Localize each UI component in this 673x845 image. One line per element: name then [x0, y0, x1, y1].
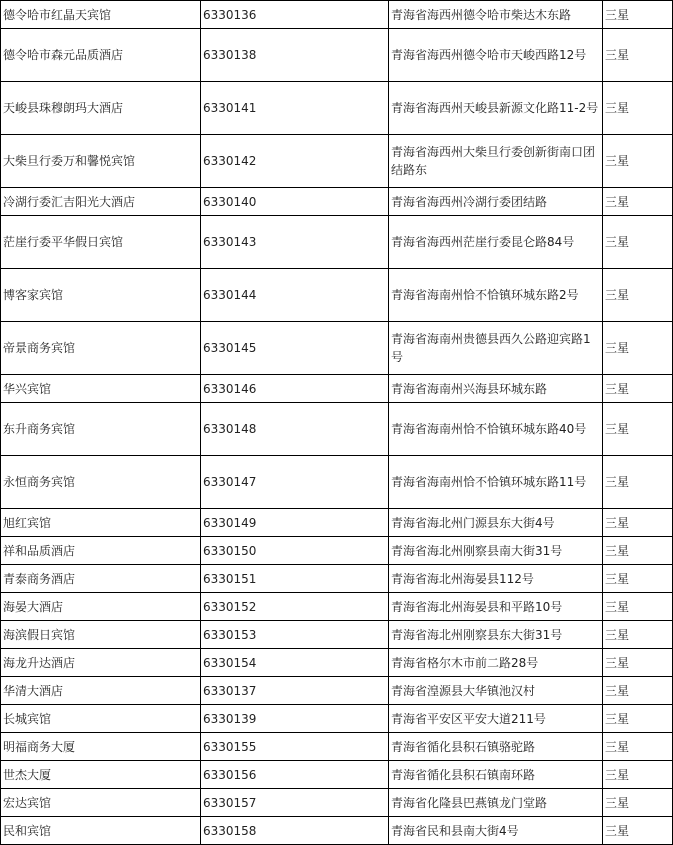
hotel-code-cell: 6330150	[201, 537, 389, 565]
hotel-star-rating-cell: 三星	[603, 733, 673, 761]
hotel-name-cell: 长城宾馆	[1, 705, 201, 733]
hotel-name-cell: 世杰大厦	[1, 761, 201, 789]
table-row	[1, 565, 673, 593]
hotel-name-cell: 宏达宾馆	[1, 789, 201, 817]
table-row	[1, 817, 673, 845]
hotel-code-cell: 6330157	[201, 789, 389, 817]
hotel-code-cell: 6330138	[201, 29, 389, 82]
hotel-name-cell: 德令哈市红晶天宾馆	[1, 1, 201, 29]
hotel-code-cell: 6330151	[201, 565, 389, 593]
hotel-address-cell: 青海省海西州冷湖行委团结路	[389, 188, 603, 216]
hotel-address-cell: 青海省湟源县大华镇池汉村	[389, 677, 603, 705]
hotel-code-cell: 6330143	[201, 216, 389, 269]
hotel-star-rating-cell: 三星	[603, 269, 673, 322]
table-row	[1, 509, 673, 537]
hotel-name-cell: 茫崖行委平华假日宾馆	[1, 216, 201, 269]
hotel-address-cell: 青海省海南州恰不恰镇环城东路40号	[389, 403, 603, 456]
hotel-name-cell: 明福商务大厦	[1, 733, 201, 761]
hotel-star-rating-cell: 三星	[603, 761, 673, 789]
hotel-star-rating-cell: 三星	[603, 705, 673, 733]
hotel-address-cell: 青海省海西州茫崖行委昆仑路84号	[389, 216, 603, 269]
hotel-name-cell: 天峻县珠穆朗玛大酒店	[1, 82, 201, 135]
hotel-name-cell: 大柴旦行委万和馨悦宾馆	[1, 135, 201, 188]
hotel-star-rating-cell: 三星	[603, 82, 673, 135]
hotel-code-cell: 6330139	[201, 705, 389, 733]
hotel-name-cell: 海滨假日宾馆	[1, 621, 201, 649]
table-row	[1, 269, 673, 322]
hotel-address-cell: 青海省海北州刚察县东大街31号	[389, 621, 603, 649]
hotel-address-cell: 青海省海北州海晏县和平路10号	[389, 593, 603, 621]
hotel-address-cell: 青海省格尔木市前二路28号	[389, 649, 603, 677]
hotel-address-cell: 青海省循化县积石镇南环路	[389, 761, 603, 789]
hotel-name-cell: 永恒商务宾馆	[1, 456, 201, 509]
hotel-address-cell: 青海省海南州贵德县西久公路迎宾路1号	[389, 322, 603, 375]
table-row	[1, 375, 673, 403]
hotel-name-cell: 青泰商务酒店	[1, 565, 201, 593]
hotel-star-rating-cell: 三星	[603, 565, 673, 593]
hotel-star-rating-cell: 三星	[603, 216, 673, 269]
hotel-name-cell: 海晏大酒店	[1, 593, 201, 621]
hotel-star-rating-cell: 三星	[603, 817, 673, 845]
table-row	[1, 677, 673, 705]
hotel-star-rating-cell: 三星	[603, 509, 673, 537]
hotel-star-rating-cell: 三星	[603, 403, 673, 456]
hotel-code-cell: 6330144	[201, 269, 389, 322]
hotel-code-cell: 6330145	[201, 322, 389, 375]
hotel-address-cell: 青海省海北州刚察县南大街31号	[389, 537, 603, 565]
hotel-code-cell: 6330146	[201, 375, 389, 403]
hotel-code-cell: 6330149	[201, 509, 389, 537]
table-row	[1, 593, 673, 621]
hotel-name-cell: 海龙升达酒店	[1, 649, 201, 677]
hotel-name-cell: 祥和品质酒店	[1, 537, 201, 565]
hotel-star-rating-cell: 三星	[603, 649, 673, 677]
hotel-address-cell: 青海省化隆县巴燕镇龙门堂路	[389, 789, 603, 817]
hotel-name-cell: 旭红宾馆	[1, 509, 201, 537]
hotel-name-cell: 东升商务宾馆	[1, 403, 201, 456]
hotel-name-cell: 帝景商务宾馆	[1, 322, 201, 375]
hotel-address-cell: 青海省循化县积石镇骆驼路	[389, 733, 603, 761]
hotel-code-cell: 6330142	[201, 135, 389, 188]
table-row	[1, 705, 673, 733]
hotel-name-cell: 民和宾馆	[1, 817, 201, 845]
table-row	[1, 403, 673, 456]
hotel-star-rating-cell: 三星	[603, 375, 673, 403]
hotel-name-cell: 华兴宾馆	[1, 375, 201, 403]
hotel-star-rating-cell: 三星	[603, 677, 673, 705]
hotel-code-cell: 6330148	[201, 403, 389, 456]
hotel-address-cell: 青海省海北州海晏县112号	[389, 565, 603, 593]
hotel-star-rating-cell: 三星	[603, 1, 673, 29]
hotel-address-cell: 青海省海西州德令哈市柴达木东路	[389, 1, 603, 29]
hotel-star-rating-cell: 三星	[603, 322, 673, 375]
hotel-table-body	[1, 1, 673, 845]
hotel-address-cell: 青海省海南州恰不恰镇环城东路11号	[389, 456, 603, 509]
hotel-address-cell: 青海省海西州天峻县新源文化路11-2号	[389, 82, 603, 135]
table-row	[1, 649, 673, 677]
table-row	[1, 537, 673, 565]
hotel-address-cell: 青海省海南州兴海县环城东路	[389, 375, 603, 403]
table-row	[1, 456, 673, 509]
hotel-code-cell: 6330137	[201, 677, 389, 705]
table-row	[1, 621, 673, 649]
table-row	[1, 1, 673, 29]
table-row	[1, 135, 673, 188]
hotel-star-rating-cell: 三星	[603, 29, 673, 82]
hotel-code-cell: 6330147	[201, 456, 389, 509]
table-row	[1, 733, 673, 761]
hotel-name-cell: 博客家宾馆	[1, 269, 201, 322]
hotel-star-rating-cell: 三星	[603, 789, 673, 817]
hotel-code-cell: 6330154	[201, 649, 389, 677]
table-row	[1, 789, 673, 817]
table-row	[1, 322, 673, 375]
hotel-star-rating-cell: 三星	[603, 537, 673, 565]
hotel-star-rating-cell: 三星	[603, 135, 673, 188]
hotel-address-cell: 青海省海西州大柴旦行委创新街南口团结路东	[389, 135, 603, 188]
hotel-name-cell: 德令哈市森元品质酒店	[1, 29, 201, 82]
hotel-code-cell: 6330153	[201, 621, 389, 649]
hotel-address-cell: 青海省海北州门源县东大街4号	[389, 509, 603, 537]
hotel-address-cell: 青海省平安区平安大道211号	[389, 705, 603, 733]
table-row	[1, 761, 673, 789]
table-row	[1, 82, 673, 135]
table-row	[1, 188, 673, 216]
hotel-code-cell: 6330158	[201, 817, 389, 845]
hotel-name-cell: 华清大酒店	[1, 677, 201, 705]
table-row	[1, 216, 673, 269]
hotel-code-cell: 6330152	[201, 593, 389, 621]
hotel-code-cell: 6330156	[201, 761, 389, 789]
table-row	[1, 29, 673, 82]
hotel-star-rating-cell: 三星	[603, 456, 673, 509]
hotel-code-cell: 6330136	[201, 1, 389, 29]
hotel-address-cell: 青海省海南州恰不恰镇环城东路2号	[389, 269, 603, 322]
hotel-code-cell: 6330140	[201, 188, 389, 216]
hotel-star-rating-cell: 三星	[603, 621, 673, 649]
hotel-name-cell: 冷湖行委汇吉阳光大酒店	[1, 188, 201, 216]
hotel-star-rating-cell: 三星	[603, 593, 673, 621]
hotel-code-cell: 6330141	[201, 82, 389, 135]
hotel-address-cell: 青海省海西州德令哈市天峻西路12号	[389, 29, 603, 82]
hotel-code-cell: 6330155	[201, 733, 389, 761]
hotel-star-rating-cell: 三星	[603, 188, 673, 216]
hotel-address-cell: 青海省民和县南大街4号	[389, 817, 603, 845]
